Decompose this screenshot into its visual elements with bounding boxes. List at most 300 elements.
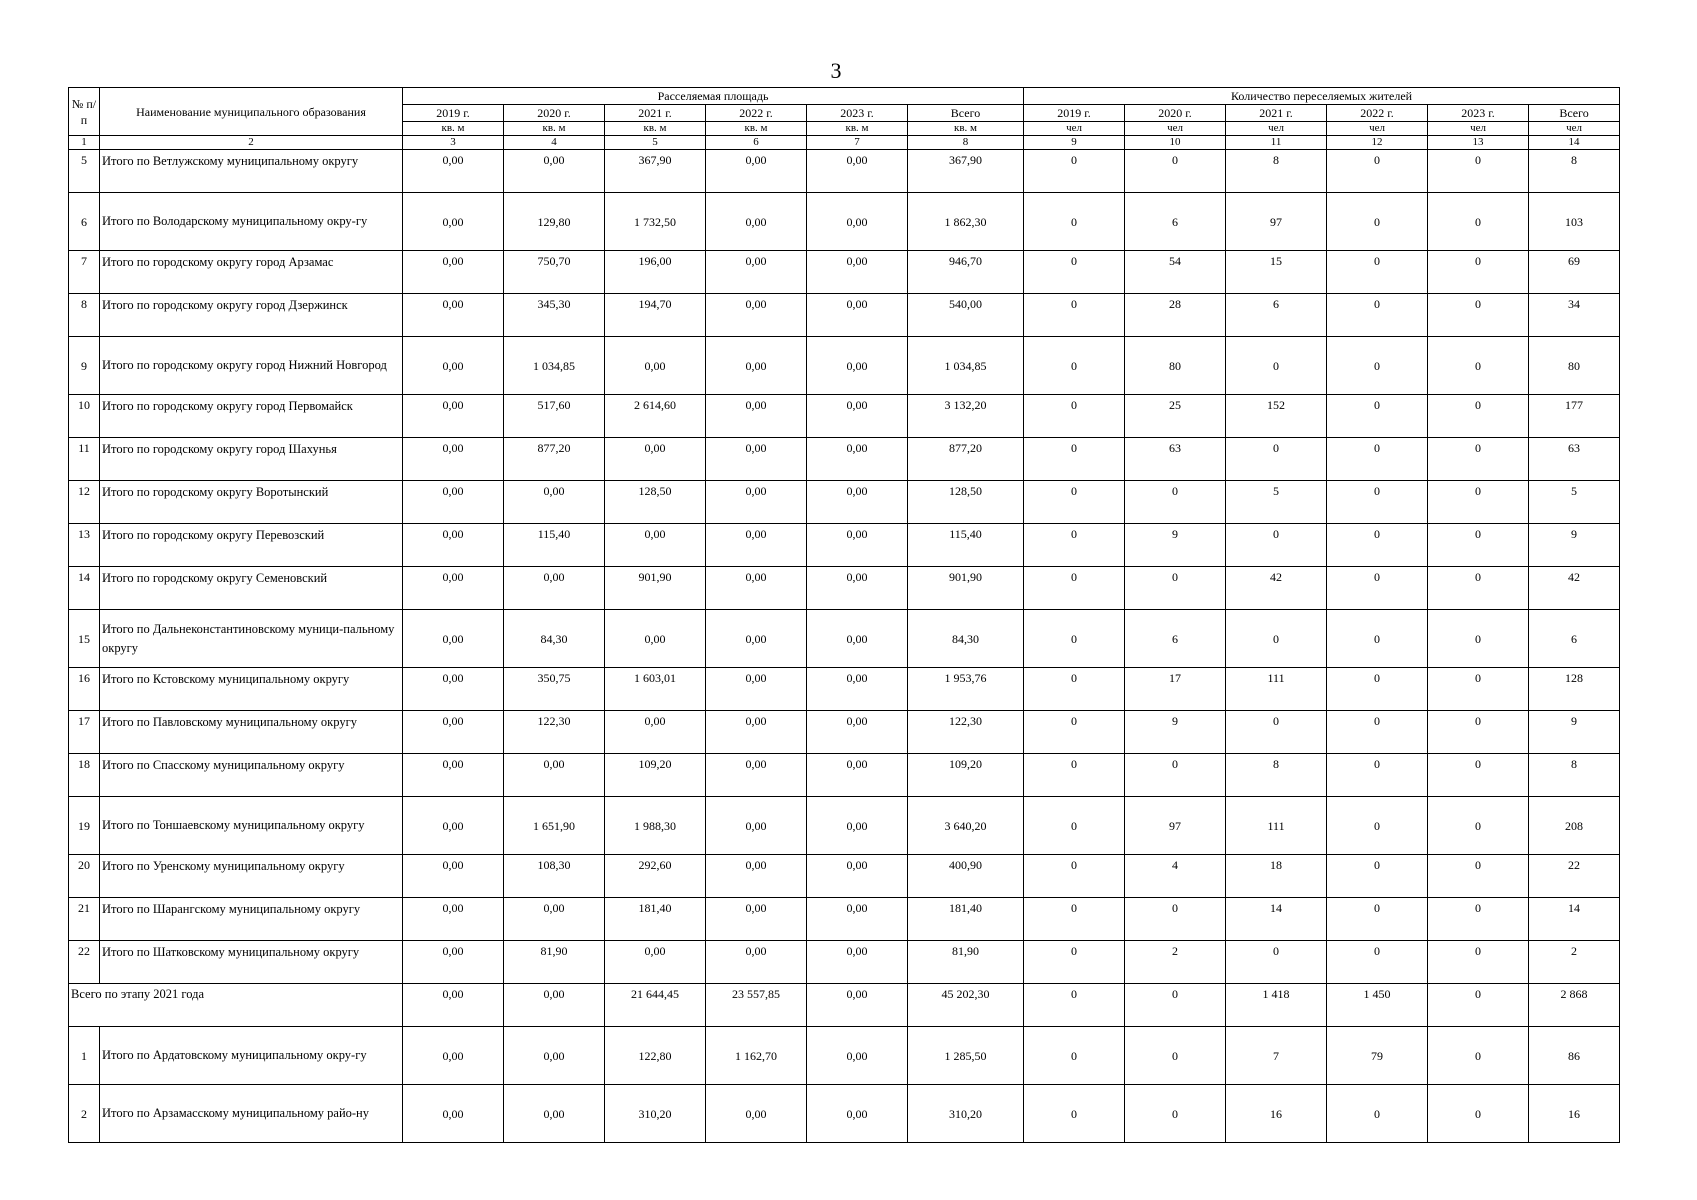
row-value-cell: 0,00 (807, 711, 908, 754)
row-value-cell: 122,30 (908, 711, 1024, 754)
row-value-cell: 129,80 (504, 193, 605, 251)
table-row (69, 1027, 1620, 1085)
row-value-cell: 0,00 (605, 941, 706, 984)
row-value-cell: 128,50 (605, 481, 706, 524)
row-value-cell: 103 (1529, 193, 1620, 251)
row-municipality-name: Итого по городскому округу Семеновский (100, 567, 403, 610)
row-value-cell: 0,00 (706, 524, 807, 567)
row-number: 17 (69, 711, 100, 754)
row-total-label: Всего по этапу 2021 года (69, 984, 403, 1027)
row-value-cell: 9 (1529, 524, 1620, 567)
header-row-groups (69, 88, 1620, 105)
header-unit-cell: чел (1529, 122, 1620, 136)
table-row (69, 251, 1620, 294)
row-municipality-name: Итого по городскому округу город Дзержинск (100, 294, 403, 337)
row-value-cell: 517,60 (504, 395, 605, 438)
row-value-cell: 0,00 (403, 294, 504, 337)
row-municipality-name: Итого по Ардатовскому муниципальному окру-гу (100, 1027, 403, 1085)
row-value-cell: 0,00 (706, 941, 807, 984)
row-value-cell: 3 132,20 (908, 395, 1024, 438)
row-value-cell: 0,00 (403, 1027, 504, 1085)
row-value-cell: 17 (1125, 668, 1226, 711)
row-value-cell: 208 (1529, 797, 1620, 855)
row-value-cell: 0,00 (403, 395, 504, 438)
row-value-cell: 122,30 (504, 711, 605, 754)
row-value-cell: 0 (1327, 1085, 1428, 1143)
row-value-cell: 81,90 (504, 941, 605, 984)
row-value-cell: 6 (1529, 610, 1620, 668)
row-value-cell: 0,00 (605, 610, 706, 668)
row-value-cell: 108,30 (504, 855, 605, 898)
table-row (69, 294, 1620, 337)
row-value-cell: 0,00 (403, 797, 504, 855)
row-value-cell: 0 (1428, 668, 1529, 711)
row-value-cell: 0,00 (807, 524, 908, 567)
row-value-cell: 1 034,85 (908, 337, 1024, 395)
row-value-cell: 946,70 (908, 251, 1024, 294)
row-value-cell: 14 (1226, 898, 1327, 941)
row-value-cell: 0 (1428, 251, 1529, 294)
row-value-cell: 84,30 (908, 610, 1024, 668)
row-value-cell: 63 (1529, 438, 1620, 481)
row-municipality-name: Итого по Тоншаевскому муниципальному округу (100, 797, 403, 855)
row-municipality-name: Итого по городскому округу Воротынский (100, 481, 403, 524)
row-value-cell: 0,00 (807, 337, 908, 395)
row-value-cell: 45 202,30 (908, 984, 1024, 1027)
row-value-cell: 0 (1226, 438, 1327, 481)
header-column-number-cell: 1 (69, 136, 100, 150)
row-number: 11 (69, 438, 100, 481)
row-value-cell: 0 (1024, 1085, 1125, 1143)
row-value-cell: 1 862,30 (908, 193, 1024, 251)
header-num: № п/п (69, 88, 100, 136)
row-number: 5 (69, 150, 100, 193)
row-number: 19 (69, 797, 100, 855)
row-value-cell: 6 (1125, 610, 1226, 668)
row-value-cell: 0 (1024, 941, 1125, 984)
row-value-cell: 0 (1024, 567, 1125, 610)
table-row (69, 898, 1620, 941)
row-value-cell: 0,00 (504, 754, 605, 797)
row-value-cell: 0 (1428, 754, 1529, 797)
row-value-cell: 0 (1428, 984, 1529, 1027)
row-value-cell: 877,20 (504, 438, 605, 481)
row-value-cell: 0 (1024, 984, 1125, 1027)
row-value-cell: 177 (1529, 395, 1620, 438)
row-value-cell: 18 (1226, 855, 1327, 898)
table-total-row (69, 984, 1620, 1027)
table-row (69, 754, 1620, 797)
row-value-cell: 109,20 (908, 754, 1024, 797)
row-value-cell: 14 (1529, 898, 1620, 941)
row-municipality-name: Итого по городскому округу город Арзамас (100, 251, 403, 294)
row-value-cell: 0 (1125, 1085, 1226, 1143)
row-value-cell: 901,90 (908, 567, 1024, 610)
row-value-cell: 5 (1529, 481, 1620, 524)
header-column-number-cell: 14 (1529, 136, 1620, 150)
row-value-cell: 0 (1327, 610, 1428, 668)
row-municipality-name: Итого по Арзамасскому муниципальному райо-ну (100, 1085, 403, 1143)
row-value-cell: 0 (1327, 668, 1428, 711)
row-value-cell: 42 (1529, 567, 1620, 610)
header-column-number-cell: 6 (706, 136, 807, 150)
row-municipality-name: Итого по Шатковскому муниципальному округу (100, 941, 403, 984)
row-value-cell: 310,20 (605, 1085, 706, 1143)
row-value-cell: 2 868 (1529, 984, 1620, 1027)
table-row (69, 150, 1620, 193)
table-row (69, 668, 1620, 711)
resettlement-table (68, 87, 1620, 1143)
row-value-cell: 1 953,76 (908, 668, 1024, 711)
row-value-cell: 0 (1327, 754, 1428, 797)
row-value-cell: 0 (1428, 524, 1529, 567)
row-value-cell: 0 (1428, 567, 1529, 610)
row-value-cell: 0,00 (403, 668, 504, 711)
row-value-cell: 0,00 (504, 481, 605, 524)
row-value-cell: 0,00 (403, 941, 504, 984)
row-value-cell: 28 (1125, 294, 1226, 337)
row-value-cell: 0 (1024, 754, 1125, 797)
row-value-cell: 0,00 (807, 898, 908, 941)
row-value-cell: 1 732,50 (605, 193, 706, 251)
row-value-cell: 0 (1428, 438, 1529, 481)
header-unit-cell: чел (1125, 122, 1226, 136)
header-unit-cell: кв. м (504, 122, 605, 136)
row-municipality-name: Итого по городскому округу город Первомайск (100, 395, 403, 438)
row-value-cell: 0 (1024, 294, 1125, 337)
row-value-cell: 0,00 (403, 251, 504, 294)
row-value-cell: 0 (1327, 524, 1428, 567)
row-value-cell: 0,00 (706, 294, 807, 337)
header-year-cell: 2019 г. (403, 105, 504, 122)
header-name: Наименование муниципального образования (100, 88, 403, 136)
row-value-cell: 0,00 (403, 524, 504, 567)
header-unit-cell: кв. м (706, 122, 807, 136)
table-row (69, 438, 1620, 481)
header-unit-cell: чел (1327, 122, 1428, 136)
header-row-column-numbers (69, 136, 1620, 150)
row-value-cell: 21 644,45 (605, 984, 706, 1027)
table-row (69, 567, 1620, 610)
row-value-cell: 367,90 (605, 150, 706, 193)
row-value-cell: 97 (1226, 193, 1327, 251)
header-column-number-cell: 11 (1226, 136, 1327, 150)
page-number: 3 (830, 58, 842, 83)
row-value-cell: 0,00 (403, 855, 504, 898)
header-year-cell: Всего (908, 105, 1024, 122)
row-municipality-name: Итого по Володарскому муниципальному окру-гу (100, 193, 403, 251)
row-value-cell: 0 (1024, 1027, 1125, 1085)
row-value-cell: 540,00 (908, 294, 1024, 337)
row-value-cell: 81,90 (908, 941, 1024, 984)
row-value-cell: 16 (1529, 1085, 1620, 1143)
header-column-number-cell: 9 (1024, 136, 1125, 150)
row-number: 20 (69, 855, 100, 898)
row-value-cell: 23 557,85 (706, 984, 807, 1027)
row-value-cell: 1 988,30 (605, 797, 706, 855)
row-value-cell: 128 (1529, 668, 1620, 711)
row-value-cell: 0,00 (605, 438, 706, 481)
row-value-cell: 0,00 (807, 294, 908, 337)
row-value-cell: 0,00 (403, 898, 504, 941)
row-value-cell: 0 (1024, 337, 1125, 395)
row-number: 1 (69, 1027, 100, 1085)
row-value-cell: 0 (1024, 193, 1125, 251)
row-value-cell: 0,00 (807, 754, 908, 797)
row-value-cell: 0,00 (706, 1085, 807, 1143)
row-value-cell: 0 (1327, 251, 1428, 294)
row-municipality-name: Итого по Кстовскому муниципальному округу (100, 668, 403, 711)
header-unit-cell: кв. м (807, 122, 908, 136)
row-municipality-name: Итого по Дальнеконстантиновскому муници-пальному округу (100, 610, 403, 668)
header-group-people: Количество переселяемых жителей (1024, 88, 1620, 105)
table-body (69, 88, 1620, 1143)
header-column-number-cell: 7 (807, 136, 908, 150)
row-value-cell: 0,00 (807, 610, 908, 668)
header-year-cell: 2022 г. (706, 105, 807, 122)
row-number: 9 (69, 337, 100, 395)
table-row (69, 855, 1620, 898)
row-value-cell: 0 (1428, 898, 1529, 941)
row-value-cell: 0,00 (706, 797, 807, 855)
row-value-cell: 0 (1428, 193, 1529, 251)
row-value-cell: 0,00 (605, 337, 706, 395)
row-value-cell: 0,00 (403, 193, 504, 251)
row-value-cell: 0,00 (504, 898, 605, 941)
row-municipality-name: Итого по городскому округу Перевозский (100, 524, 403, 567)
row-value-cell: 310,20 (908, 1085, 1024, 1143)
row-value-cell: 2 (1125, 941, 1226, 984)
row-value-cell: 22 (1529, 855, 1620, 898)
row-value-cell: 8 (1226, 754, 1327, 797)
row-number: 10 (69, 395, 100, 438)
row-value-cell: 350,75 (504, 668, 605, 711)
row-value-cell: 0,00 (807, 150, 908, 193)
row-value-cell: 0,00 (807, 438, 908, 481)
row-municipality-name: Итого по городскому округу город Шахунья (100, 438, 403, 481)
row-value-cell: 877,20 (908, 438, 1024, 481)
row-value-cell: 0,00 (807, 855, 908, 898)
header-column-number-cell: 3 (403, 136, 504, 150)
row-value-cell: 0 (1327, 481, 1428, 524)
header-year-cell: Всего (1529, 105, 1620, 122)
header-year-cell: 2023 г. (1428, 105, 1529, 122)
row-value-cell: 1 651,90 (504, 797, 605, 855)
row-value-cell: 0,00 (403, 1085, 504, 1143)
row-value-cell: 9 (1125, 711, 1226, 754)
row-value-cell: 181,40 (908, 898, 1024, 941)
row-value-cell: 6 (1226, 294, 1327, 337)
table-row (69, 1085, 1620, 1143)
row-value-cell: 0 (1024, 610, 1125, 668)
row-value-cell: 1 418 (1226, 984, 1327, 1027)
row-value-cell: 0,00 (807, 941, 908, 984)
row-value-cell: 0,00 (403, 337, 504, 395)
row-value-cell: 0 (1428, 855, 1529, 898)
row-value-cell: 0 (1428, 610, 1529, 668)
row-value-cell: 292,60 (605, 855, 706, 898)
row-value-cell: 63 (1125, 438, 1226, 481)
row-value-cell: 0,00 (504, 1085, 605, 1143)
row-value-cell: 0 (1125, 567, 1226, 610)
row-value-cell: 0,00 (403, 610, 504, 668)
row-value-cell: 0 (1024, 668, 1125, 711)
row-value-cell: 0,00 (706, 438, 807, 481)
row-value-cell: 8 (1529, 754, 1620, 797)
row-value-cell: 0 (1327, 855, 1428, 898)
row-value-cell: 0,00 (807, 251, 908, 294)
row-value-cell: 97 (1125, 797, 1226, 855)
row-value-cell: 2 614,60 (605, 395, 706, 438)
row-value-cell: 0 (1024, 855, 1125, 898)
row-value-cell: 0,00 (807, 567, 908, 610)
header-unit-cell: чел (1428, 122, 1529, 136)
header-year-cell: 2021 г. (605, 105, 706, 122)
row-value-cell: 0 (1226, 610, 1327, 668)
row-value-cell: 0 (1327, 294, 1428, 337)
row-value-cell: 0 (1024, 395, 1125, 438)
row-value-cell: 367,90 (908, 150, 1024, 193)
row-value-cell: 1 450 (1327, 984, 1428, 1027)
row-value-cell: 8 (1226, 150, 1327, 193)
row-value-cell: 54 (1125, 251, 1226, 294)
row-value-cell: 400,90 (908, 855, 1024, 898)
row-value-cell: 111 (1226, 668, 1327, 711)
row-value-cell: 0,00 (706, 150, 807, 193)
row-value-cell: 0 (1428, 294, 1529, 337)
row-value-cell: 0,00 (403, 567, 504, 610)
row-value-cell: 115,40 (504, 524, 605, 567)
header-year-cell: 2020 г. (504, 105, 605, 122)
header-group-area: Расселяемая площадь (403, 88, 1024, 105)
header-unit-cell: кв. м (403, 122, 504, 136)
row-number: 2 (69, 1085, 100, 1143)
table-row (69, 797, 1620, 855)
row-value-cell: 1 603,01 (605, 668, 706, 711)
header-unit-cell: чел (1024, 122, 1125, 136)
row-number: 21 (69, 898, 100, 941)
row-value-cell: 0 (1024, 251, 1125, 294)
row-value-cell: 0,00 (403, 481, 504, 524)
row-value-cell: 0,00 (403, 754, 504, 797)
row-number: 6 (69, 193, 100, 251)
row-value-cell: 84,30 (504, 610, 605, 668)
header-column-number-cell: 8 (908, 136, 1024, 150)
header-column-number-cell: 5 (605, 136, 706, 150)
row-value-cell: 0 (1327, 438, 1428, 481)
row-value-cell: 128,50 (908, 481, 1024, 524)
row-value-cell: 0 (1428, 395, 1529, 438)
row-value-cell: 0,00 (706, 668, 807, 711)
row-value-cell: 1 034,85 (504, 337, 605, 395)
table-row (69, 481, 1620, 524)
row-value-cell: 0,00 (403, 438, 504, 481)
table-row (69, 193, 1620, 251)
row-value-cell: 0,00 (706, 337, 807, 395)
row-value-cell: 25 (1125, 395, 1226, 438)
row-value-cell: 194,70 (605, 294, 706, 337)
row-value-cell: 0,00 (605, 524, 706, 567)
row-value-cell: 0,00 (807, 395, 908, 438)
table-row (69, 711, 1620, 754)
row-value-cell: 0 (1226, 524, 1327, 567)
table-row (69, 337, 1620, 395)
row-value-cell: 0,00 (807, 1027, 908, 1085)
row-value-cell: 69 (1529, 251, 1620, 294)
row-value-cell: 0 (1024, 481, 1125, 524)
row-value-cell: 0,00 (807, 668, 908, 711)
row-value-cell: 0,00 (807, 984, 908, 1027)
row-municipality-name: Итого по Спасскому муниципальному округу (100, 754, 403, 797)
row-number: 7 (69, 251, 100, 294)
row-value-cell: 0,00 (807, 193, 908, 251)
row-value-cell: 0,00 (706, 855, 807, 898)
row-value-cell: 34 (1529, 294, 1620, 337)
row-value-cell: 0,00 (706, 898, 807, 941)
row-value-cell: 0 (1024, 797, 1125, 855)
header-unit-cell: чел (1226, 122, 1327, 136)
table-row (69, 395, 1620, 438)
row-value-cell: 750,70 (504, 251, 605, 294)
row-value-cell: 1 285,50 (908, 1027, 1024, 1085)
header-year-cell: 2021 г. (1226, 105, 1327, 122)
row-value-cell: 7 (1226, 1027, 1327, 1085)
row-value-cell: 0,00 (706, 610, 807, 668)
row-value-cell: 0,00 (504, 150, 605, 193)
row-value-cell: 0 (1125, 150, 1226, 193)
row-value-cell: 0,00 (504, 567, 605, 610)
header-unit-cell: кв. м (605, 122, 706, 136)
row-value-cell: 0,00 (706, 754, 807, 797)
row-value-cell: 0,00 (706, 251, 807, 294)
header-unit-cell: кв. м (908, 122, 1024, 136)
row-value-cell: 9 (1125, 524, 1226, 567)
row-value-cell: 0,00 (706, 711, 807, 754)
row-number: 22 (69, 941, 100, 984)
row-municipality-name: Итого по Уренскому муниципальному округу (100, 855, 403, 898)
header-column-number-cell: 13 (1428, 136, 1529, 150)
row-value-cell: 181,40 (605, 898, 706, 941)
row-municipality-name: Итого по Ветлужскому муниципальному округу (100, 150, 403, 193)
row-value-cell: 0 (1428, 1085, 1529, 1143)
row-value-cell: 0 (1226, 337, 1327, 395)
row-value-cell: 0 (1327, 797, 1428, 855)
row-value-cell: 0 (1327, 150, 1428, 193)
row-value-cell: 0 (1327, 898, 1428, 941)
row-value-cell: 0 (1327, 193, 1428, 251)
row-value-cell: 0 (1327, 711, 1428, 754)
row-value-cell: 0,00 (605, 711, 706, 754)
row-value-cell: 109,20 (605, 754, 706, 797)
row-value-cell: 0 (1024, 898, 1125, 941)
row-value-cell: 0 (1428, 481, 1529, 524)
row-value-cell: 79 (1327, 1027, 1428, 1085)
row-value-cell: 196,00 (605, 251, 706, 294)
row-value-cell: 5 (1226, 481, 1327, 524)
row-number: 18 (69, 754, 100, 797)
row-value-cell: 0 (1428, 711, 1529, 754)
row-value-cell: 0 (1226, 941, 1327, 984)
header-column-number-cell: 4 (504, 136, 605, 150)
row-value-cell: 0 (1327, 395, 1428, 438)
row-value-cell: 0 (1226, 711, 1327, 754)
row-value-cell: 0 (1327, 337, 1428, 395)
row-value-cell: 0 (1428, 941, 1529, 984)
row-number: 15 (69, 610, 100, 668)
row-value-cell: 42 (1226, 567, 1327, 610)
header-year-cell: 2023 г. (807, 105, 908, 122)
row-value-cell: 80 (1125, 337, 1226, 395)
